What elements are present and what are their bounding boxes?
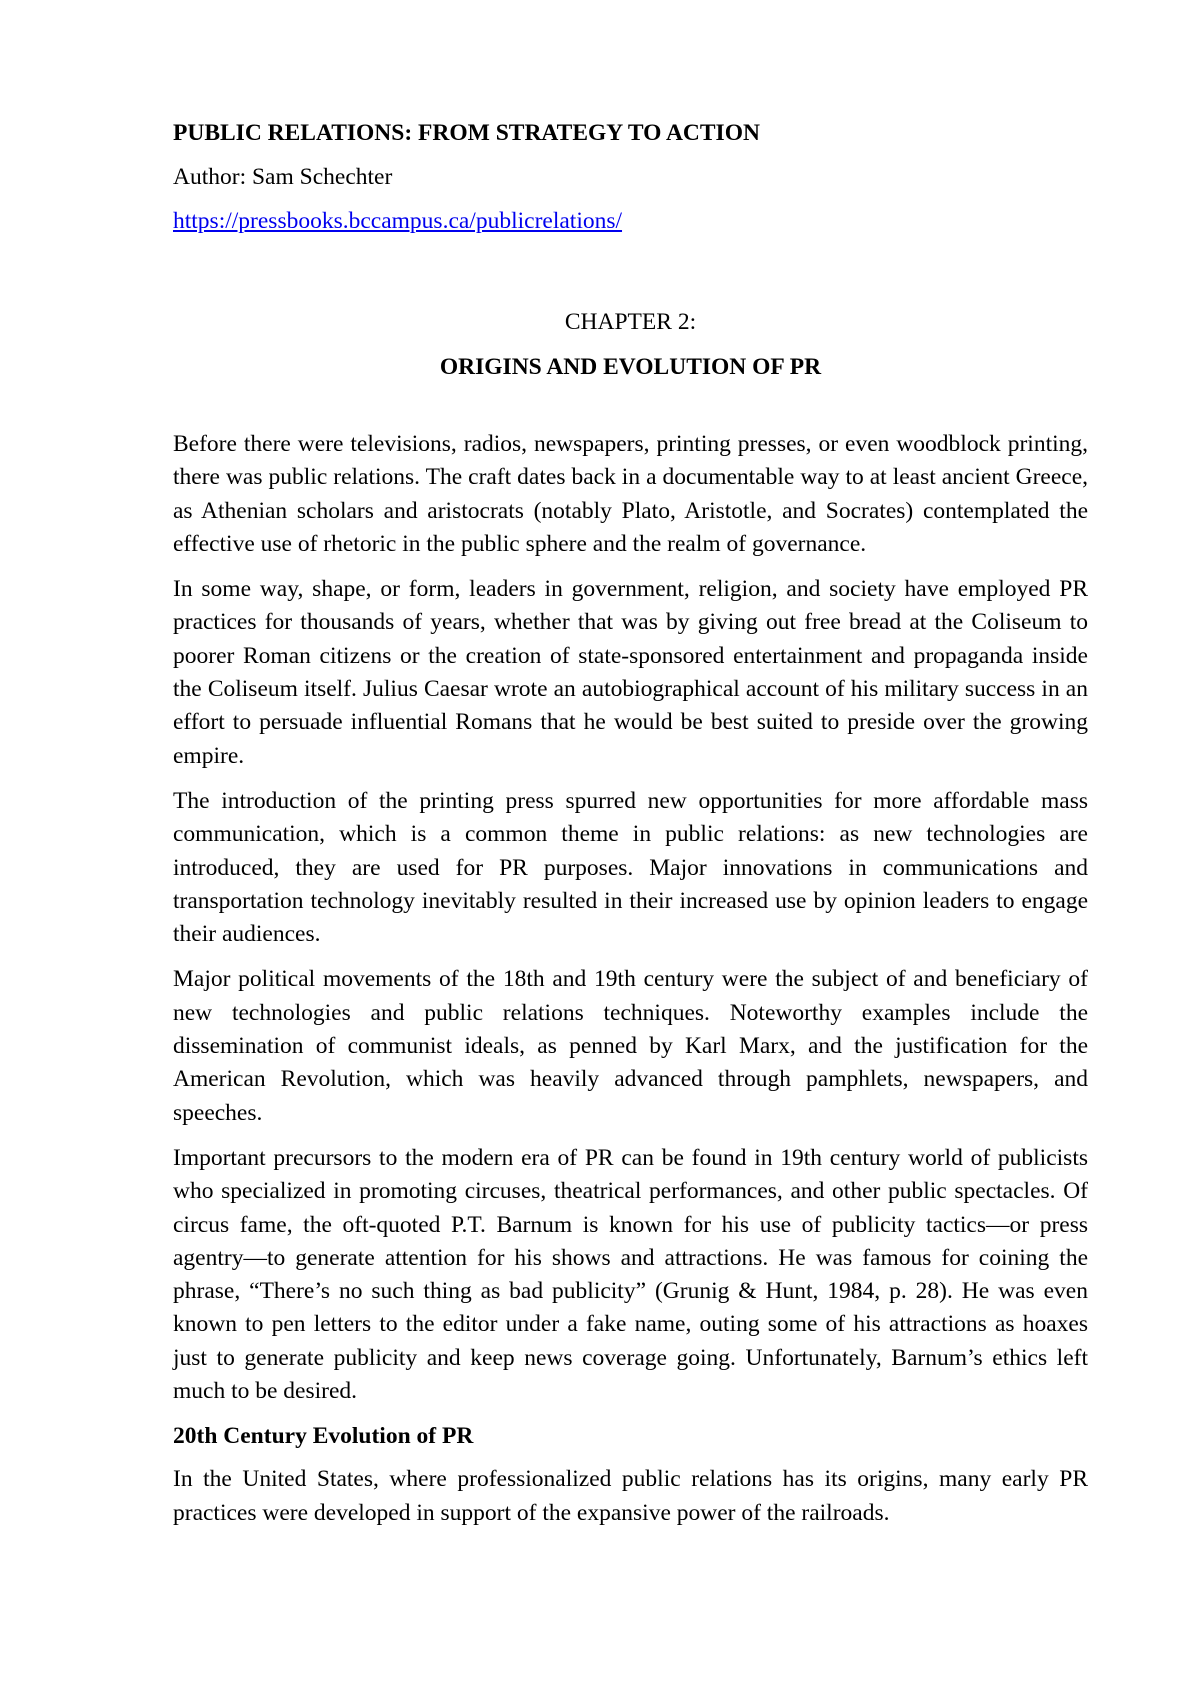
section-heading: 20th Century Evolution of PR (173, 1423, 474, 1450)
body-paragraph: Before there were televisions, radios, newspapers, printing presses, or even woodblock printing, there was public relations. The craft dates back in a documentable way to at least ancient Greece, as Athenian scholars and aristocrats (notably Plato, Aristotle, and Socrates) contemplated the effective use of rhetoric in the public sphere and the realm of governance. (173, 431, 1088, 557)
author-line: Author: Sam Schechter (173, 164, 393, 190)
chapter-number: CHAPTER 2: (564, 309, 697, 335)
body-paragraph: In the United States, where professionalized public relations has its origins, many early PR practices were developed in support of the expansive power of the railroads. (173, 1466, 1088, 1526)
body-paragraph: Important precursors to the modern era of PR can be found in 19th century world of publicists who specialized in promoting circuses, theatrical performances, and other public spectacles. Of circus fame, the oft-quoted P.T. Barnum is known for his use of publicity tactics—or press agentry—to generate attention for his shows and attractions. He was famous for coining the phrase, “There’s no such thing as bad publicity” (Grunig & Hunt, 1984, p. 28). He was even known to pen letters to the editor under a fake name, outing some of his attractions as hoaxes just to generate publicity and keep news coverage going. Unfortunately, Barnum’s ethics left much to be desired. (173, 1144, 1088, 1405)
document-page (173, 118, 1088, 1542)
book-url-link[interactable]: https://pressbooks.bccampus.ca/publicrelations/ (173, 208, 623, 234)
body-paragraph: Major political movements of the 18th and 19th century were the subject of and beneficiary of new technologies and public relations techniques. Noteworthy examples include the dissemination of communist ideals, as penned by Karl Marx, and the justification for the American Revolution, which was heavily advanced through pamphlets, newspapers, and speeches. (173, 966, 1088, 1126)
body-paragraph: In some way, shape, or form, leaders in government, religion, and society have employed PR practices for thousands of years, whether that was by giving out free bread at the Coliseum to poorer Roman citizens or the creation of state-sponsored entertainment and propaganda inside the Coliseum itself. Julius Caesar wrote an autobiographical account of his military success in an effort to persuade influential Romans that he would be best suited to preside over the growing empire. (173, 576, 1088, 769)
book-title: PUBLIC RELATIONS: FROM STRATEGY TO ACTION (173, 120, 760, 146)
chapter-title: ORIGINS AND EVOLUTION OF PR (439, 354, 822, 380)
body-paragraph: The introduction of the printing press spurred new opportunities for more affordable mass communication, which is a common theme in public relations: as new technologies are introduced, they are used for PR purposes. Major innovations in communications and transportation technology inevitably resulted in their increased use by opinion leaders to engage their audiences. (173, 787, 1088, 948)
